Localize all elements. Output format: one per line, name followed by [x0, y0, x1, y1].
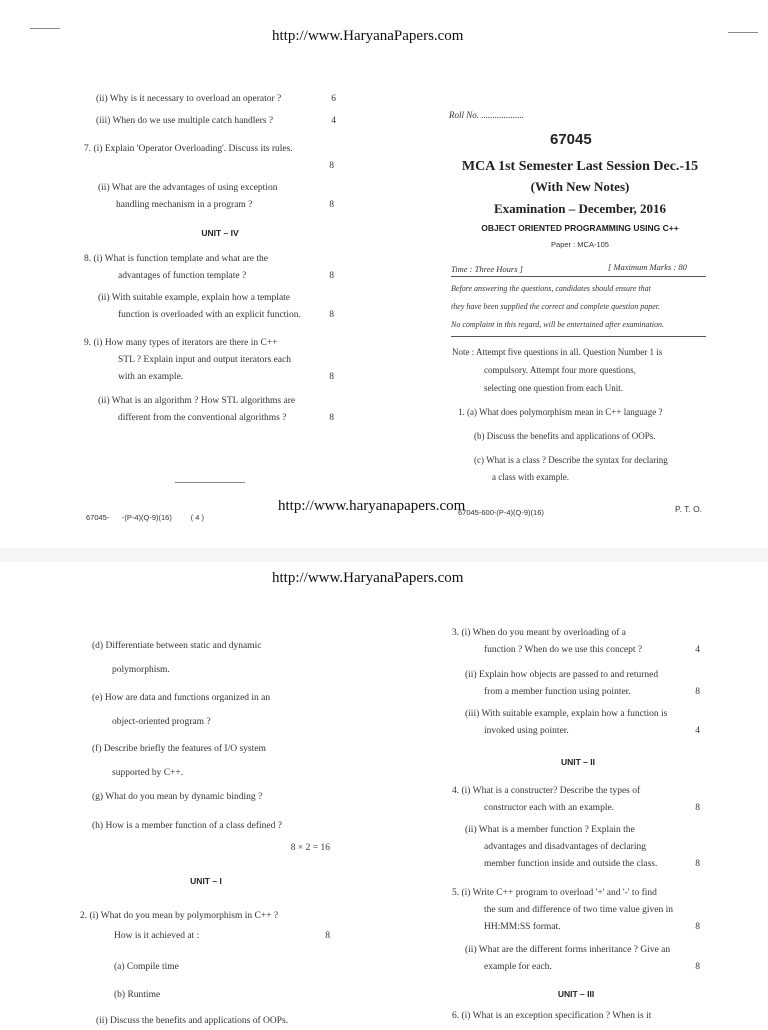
q4-ii-marks: 8: [695, 859, 700, 869]
q7-ii-marks: 8: [329, 200, 334, 210]
exam-title-line2: (With New Notes): [530, 179, 630, 194]
q1e-line2: object-oriented program ?: [112, 717, 211, 727]
top-left-dash: [30, 28, 60, 29]
q9-ii-line2: different from the conventional algorithms ?: [118, 413, 287, 423]
q8-i-marks: 8: [329, 271, 334, 281]
q5-ii-marks: 8: [695, 962, 700, 972]
q8-ii-line1: (ii) With suitable example, explain how a template: [98, 293, 291, 303]
q6-i: 6. (i) What is an exception specification ? When is it: [452, 1011, 652, 1021]
instructions: [451, 280, 713, 334]
q9-ii: [98, 393, 334, 427]
note: [452, 343, 714, 397]
q2-i: [80, 906, 336, 946]
q6-ii: [96, 91, 336, 108]
instructions-divider: [451, 336, 706, 337]
q5-i-marks: 8: [695, 922, 700, 932]
q1e: [92, 686, 332, 734]
top-page-url: http://www.HaryanaPapers.com: [272, 28, 464, 44]
q2-i-marks: 8: [325, 931, 330, 941]
q5-i-line1: 5. (i) Write C++ program to overload '+' and '-' to find: [452, 888, 657, 898]
q2-a: (a) Compile time: [114, 962, 179, 972]
q5-i-line2: the sum and difference of two time value given in: [484, 905, 673, 915]
q1g: (g) What do you mean by dynamic binding ?: [92, 792, 263, 802]
unit-4-heading: UNIT – IV: [201, 228, 239, 238]
q9-i-marks: 8: [329, 372, 334, 382]
q7-ii-line1: (ii) What are the advantages of using exception: [98, 183, 278, 193]
q7-ii: [98, 180, 334, 214]
exam-title-line3: Examination – December, 2016: [493, 201, 667, 216]
q4-i: [452, 783, 700, 817]
unit-2-heading: UNIT – II: [560, 757, 595, 767]
q9-i: [84, 335, 334, 386]
q8-i: [84, 251, 334, 285]
footer-left: 67045- -(P-4)(Q-9)(16) ( 4 ): [86, 513, 204, 522]
time-allowed: Time : Three Hours ]: [451, 264, 523, 274]
q4-ii: [465, 822, 700, 873]
q2-b: (b) Runtime: [114, 990, 161, 1000]
q9-ii-line1: (ii) What is an algorithm ? How STL algorithms are: [98, 396, 296, 406]
q2-ii: (ii) Discuss the benefits and applications of OOPs.: [96, 1016, 289, 1026]
q3-iii-line2: invoked using pointer.: [484, 726, 569, 736]
q5-ii-line1: (ii) What are the different forms inheritance ? Give an: [465, 945, 671, 955]
q2-i-line1: 2. (i) What do you mean by polymorphism in C++ ?: [80, 911, 279, 921]
q9-i-line2: STL ? Explain input and output iterators each: [118, 355, 291, 365]
q6-ii-text: (ii) Why is it necessary to overload an operator ?: [96, 94, 282, 104]
q7-i: [84, 141, 334, 175]
q9-i-line1: 9. (i) How many types of iterators are there in C++: [84, 338, 278, 348]
q4-ii-line2: advantages and disadvantages of declaring: [484, 842, 646, 852]
bottom-page-url: http://www.HaryanaPapers.com: [272, 570, 464, 586]
q3-i-line1: 3. (i) When do you meant by overloading of a: [452, 628, 626, 638]
unit-3-heading: UNIT – III: [557, 989, 595, 999]
note-line3: selecting one question from each Unit.: [484, 383, 623, 393]
note-line2: compulsory. Attempt four more questions,: [484, 365, 636, 375]
q9-ii-marks: 8: [329, 413, 334, 423]
roll-number: Roll No. ...................: [449, 110, 525, 120]
footer-pto: P. T. O.: [675, 504, 703, 514]
page-gap: [0, 548, 768, 562]
q8-ii: [98, 290, 334, 324]
q3-iii-marks: 4: [695, 726, 700, 736]
instructions-line1: Before answering the questions, candidates should ensure that: [451, 284, 651, 293]
q3-i-marks: 4: [695, 645, 700, 655]
q8-ii-line2: function is overloaded with an explicit function.: [118, 310, 301, 320]
q1e-line1: (e) How are data and functions organized in an: [92, 693, 271, 703]
q8-i-line1: 8. (i) What is function template and what are the: [84, 254, 268, 264]
q1f: [92, 737, 332, 785]
q1c-line1: (c) What is a class ? Describe the syntax for declaring: [474, 455, 668, 465]
q4-ii-line3: member function inside and outside the class.: [484, 859, 658, 869]
q6-iii-marks: 4: [331, 116, 336, 126]
q3-iii: [465, 706, 700, 740]
q3-iii-line1: (iii) With suitable example, explain how a function is: [465, 709, 668, 719]
footer-mid: 67045-600-(P-4)(Q-9)(16): [458, 508, 544, 517]
q7-i-text: 7. (i) Explain 'Operator Overloading'. Discuss its rules.: [84, 144, 293, 154]
q3-ii-line1: (ii) Explain how objects are passed to and returned: [465, 670, 659, 680]
q8-ii-marks: 8: [329, 310, 334, 320]
q9-i-line3: with an example.: [118, 372, 184, 382]
top-right-dash: [728, 32, 758, 33]
unit-1-heading: UNIT – I: [190, 876, 222, 886]
time-divider: [451, 276, 706, 277]
exam-title-line1: MCA 1st Semester Last Session Dec.-15: [461, 159, 699, 174]
note-line1: Note : Attempt five questions in all. Question Number 1 is: [452, 347, 663, 357]
q1d-line1: (d) Differentiate between static and dynamic: [92, 641, 262, 651]
q5-i-line3: HH:MM:SS format.: [484, 922, 561, 932]
q1f-line2: supported by C++.: [112, 768, 184, 778]
end-divider: [175, 482, 245, 483]
q1c-line2: a class with example.: [492, 472, 569, 482]
q3-i-line2: function ? When do we use this concept ?: [484, 645, 643, 655]
q7-i-marks: 8: [329, 161, 334, 171]
q3-i: [452, 625, 700, 659]
q3-ii: [465, 667, 700, 701]
q6-ii-marks: 6: [331, 94, 336, 104]
q4-i-line2: constructor each with an example.: [484, 803, 615, 813]
subject-title: OBJECT ORIENTED PROGRAMMING USING C++: [481, 223, 679, 233]
q6-iii: [96, 113, 336, 130]
q5-ii: [465, 942, 700, 976]
q1f-line1: (f) Describe briefly the features of I/O system: [92, 744, 266, 754]
q6-iii-text: (iii) When do we use multiple catch handlers ?: [96, 116, 274, 126]
q3-ii-line2: from a member function using pointer.: [484, 687, 631, 697]
q1h: (h) How is a member function of a class defined ?: [92, 821, 282, 831]
q5-ii-line2: example for each.: [484, 962, 552, 972]
q1c: [474, 452, 719, 486]
paper-number: Paper : MCA-105: [551, 240, 609, 249]
q8-i-line2: advantages of function template ?: [118, 271, 247, 281]
q3-ii-marks: 8: [695, 687, 700, 697]
q2-i-line2: How is it achieved at :: [114, 931, 200, 941]
q1-marks: 8 × 2 = 16: [290, 843, 330, 853]
maximum-marks: [ Maximum Marks : 80: [608, 262, 687, 272]
q1d-line2: polymorphism.: [112, 665, 170, 675]
instructions-line3: No complaint in this regard, will be entertained after examination.: [451, 320, 664, 329]
q4-i-marks: 8: [695, 803, 700, 813]
q1d: [92, 634, 332, 682]
footer-url: http://www.haryanapapers.com: [278, 498, 466, 514]
q4-ii-line1: (ii) What is a member function ? Explain the: [465, 825, 635, 835]
q1a: 1. (a) What does polymorphism mean in C++ language ?: [458, 407, 663, 417]
q5-i: [452, 885, 700, 936]
paper-code: 67045: [550, 131, 592, 148]
q1b: (b) Discuss the benefits and applications of OOPs.: [474, 431, 656, 441]
instructions-line2: they have been supplied the correct and complete question paper.: [451, 302, 660, 311]
q4-i-line1: 4. (i) What is a constructer? Describe the types of: [452, 786, 641, 796]
q7-ii-line2: handling mechanism in a program ?: [116, 200, 253, 210]
